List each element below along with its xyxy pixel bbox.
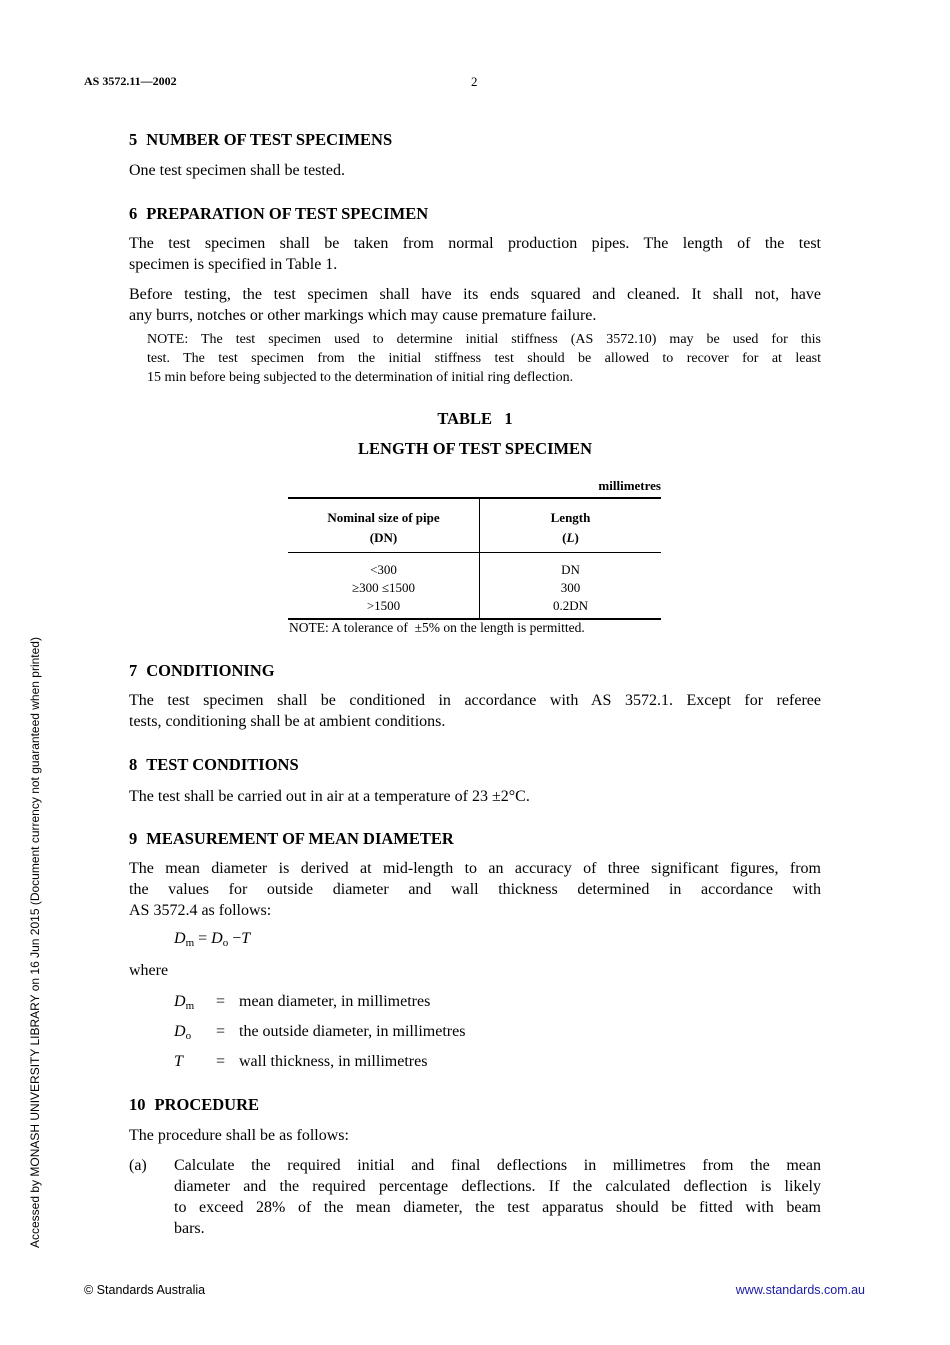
section-title: PREPARATION OF TEST SPECIMEN	[146, 204, 429, 223]
access-watermark: Accessed by MONASH UNIVERSITY LIBRARY on 16 Jun 2015 (Document currency not guaranteed when printed)	[28, 637, 42, 1248]
definition-equals: =	[216, 1053, 226, 1070]
section-title: TEST CONDITIONS	[146, 755, 299, 774]
definition-equals: =	[216, 1023, 226, 1040]
section-number: 6	[129, 204, 138, 223]
section-number: 8	[129, 755, 138, 774]
section-5-text: One test specimen shall be tested.	[129, 162, 345, 179]
formula-subscript: m	[185, 937, 195, 949]
header-line: (DN)	[369, 530, 398, 545]
table-row	[288, 553, 661, 620]
list-item-line: bars.	[174, 1220, 205, 1237]
paragraph-line: The test specimen shall be taken from normal production pipes. The length of the test	[129, 235, 821, 252]
section-title: CONDITIONING	[146, 661, 275, 680]
paragraph-line: AS 3572.4 as follows:	[129, 902, 272, 919]
cell-value: <300	[370, 562, 397, 577]
formula-operator: =	[194, 930, 212, 947]
column-header-length	[480, 498, 662, 553]
table-note: NOTE: A tolerance of ±5% on the length is permitted.	[289, 620, 585, 635]
cell-value: 300	[560, 580, 581, 595]
section-9-heading	[129, 829, 454, 849]
formula-operator: −	[228, 930, 242, 947]
column-header-size	[288, 498, 480, 553]
paragraph-line: specimen is specified in Table 1.	[129, 256, 338, 273]
section-number: 9	[129, 829, 138, 848]
table-cell-size	[288, 553, 480, 620]
note-line: test. The test specimen from the initial stiffness test should be allowed to recover for at least	[147, 351, 821, 366]
definition-text: wall thickness, in millimetres	[239, 1053, 428, 1070]
list-item-line: Calculate the required initial and final deflections in millimetres from the mean	[174, 1157, 821, 1174]
where-label: where	[129, 962, 169, 979]
table-label: TABLE 1	[437, 409, 513, 428]
list-item-line: to exceed 28% of the mean diameter, the test apparatus should be fitted with beam	[174, 1199, 821, 1216]
note-line: NOTE: The test specimen used to determine initial stiffness (AS 3572.10) may be used for this	[147, 332, 821, 347]
page-number: 2	[471, 74, 478, 89]
cell-value: >1500	[366, 598, 401, 613]
footer-copyright: © Standards Australia	[84, 1283, 206, 1297]
header-line: (L)	[562, 530, 579, 545]
formula-symbol: D	[174, 930, 186, 947]
definition-symbol: Dm	[174, 993, 195, 1012]
table-cell-length	[480, 553, 662, 620]
section-number: 7	[129, 661, 138, 680]
section-title: NUMBER OF TEST SPECIMENS	[146, 130, 393, 149]
section-10-text: The procedure shall be as follows:	[129, 1127, 349, 1144]
footer-website-link[interactable]: www.standards.com.au	[735, 1283, 865, 1297]
section-number: 5	[129, 130, 138, 149]
formula-subscript: o	[222, 937, 229, 949]
cell-value: 0.2DN	[552, 598, 589, 613]
list-item-line: diameter and the required percentage deflections. If the calculated deflection is likely	[174, 1178, 821, 1195]
cell-value: DN	[561, 562, 580, 577]
length-table	[288, 497, 661, 620]
definition-text: the outside diameter, in millimetres	[239, 1023, 466, 1040]
paragraph-line: tests, conditioning shall be at ambient conditions.	[129, 713, 446, 730]
table-units: millimetres	[598, 478, 661, 493]
section-5-heading	[129, 130, 392, 150]
paragraph-line: The test specimen shall be conditioned in accordance with AS 3572.1. Except for referee	[129, 692, 821, 709]
length-symbol: L	[566, 530, 575, 545]
formula-symbol: T	[241, 930, 251, 947]
header-line: Length	[550, 510, 591, 525]
section-6-heading	[129, 204, 428, 224]
document-id: AS 3572.11—2002	[84, 74, 177, 88]
table-title: LENGTH OF TEST SPECIMEN	[358, 439, 592, 458]
definition-symbol: Do	[174, 1023, 192, 1042]
formula-symbol: D	[211, 930, 223, 947]
definition-symbol: T	[174, 1053, 183, 1070]
mean-diameter-formula	[174, 930, 250, 948]
paragraph-line: any burrs, notches or other markings which may cause premature failure.	[129, 307, 597, 324]
section-title: PROCEDURE	[154, 1095, 260, 1114]
definition-equals: =	[216, 993, 226, 1010]
section-8-heading	[129, 755, 299, 775]
section-title: MEASUREMENT OF MEAN DIAMETER	[146, 829, 454, 848]
header-line: Nominal size of pipe	[327, 510, 440, 525]
section-8-text: The test shall be carried out in air at a temperature of 23 ±2°C.	[129, 788, 530, 805]
note-line: 15 min before being subjected to the determination of initial ring deflection.	[147, 370, 574, 385]
section-number: 10	[129, 1095, 146, 1114]
definition-text: mean diameter, in millimetres	[239, 993, 431, 1010]
paragraph-line: the values for outside diameter and wall thickness determined in accordance with	[129, 881, 821, 898]
paragraph-line: Before testing, the test specimen shall have its ends squared and cleaned. It shall not, have	[129, 286, 821, 303]
list-item-label: (a)	[129, 1157, 147, 1174]
paragraph-line: The mean diameter is derived at mid-length to an accuracy of three significant figures, from	[129, 860, 821, 877]
section-7-heading	[129, 661, 275, 681]
section-10-heading	[129, 1095, 259, 1115]
cell-value: ≥300 ≤1500	[351, 580, 416, 595]
